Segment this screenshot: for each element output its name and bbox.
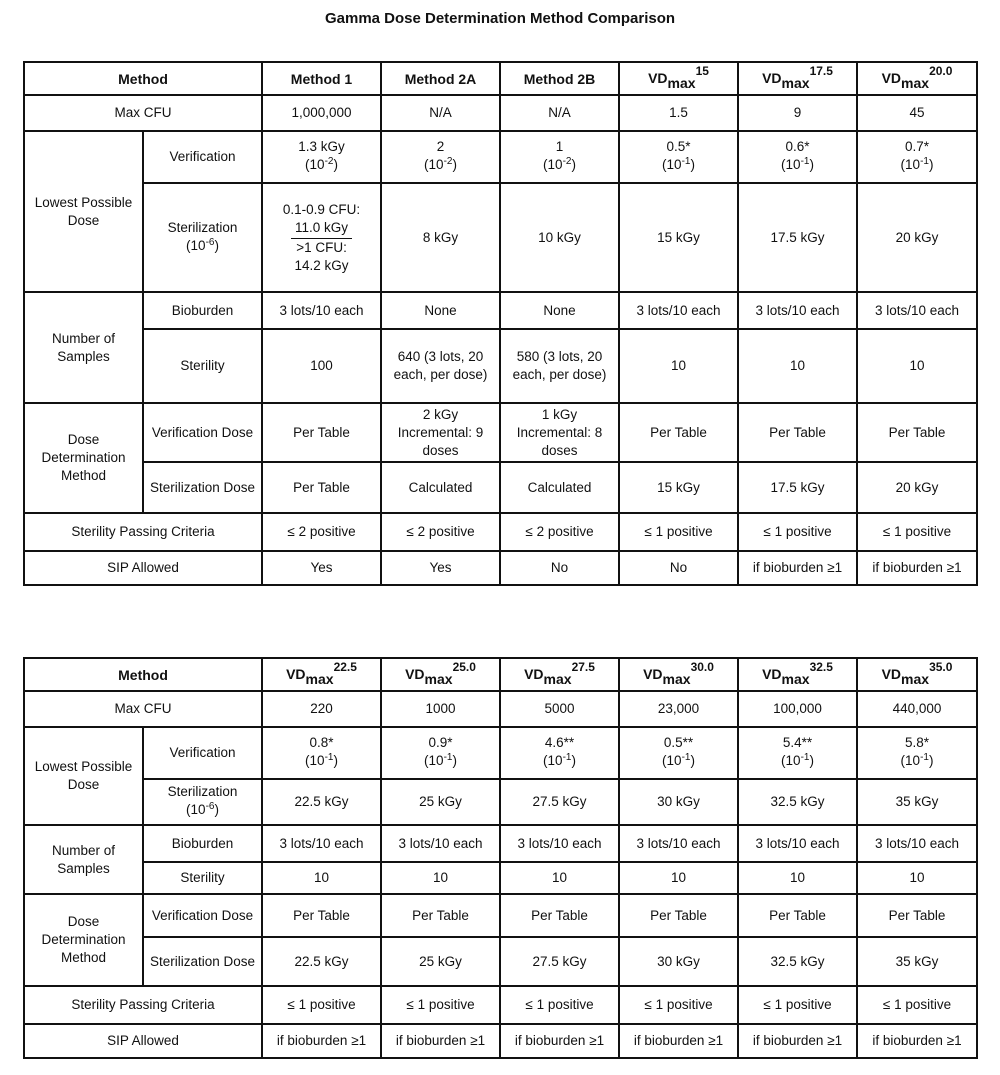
table-cell: ≤ 2 positive — [381, 513, 500, 551]
column-header — [381, 658, 500, 691]
exponent-close: ) — [809, 157, 814, 172]
page-title: Gamma Dose Determination Method Comparison — [324, 10, 676, 27]
table-cell: Yes — [381, 551, 500, 585]
row-label-sterilization-dose: Sterilization Dose — [143, 937, 262, 986]
table-cell: 100,000 — [738, 691, 857, 727]
header-base: VD — [524, 666, 544, 682]
table-cell: 15 kGy — [619, 183, 738, 292]
table-cell: 32.5 kGy — [738, 779, 857, 825]
bioburden-row — [24, 292, 977, 329]
sterilization-row — [24, 779, 977, 825]
table-cell: 10 — [738, 862, 857, 894]
verification-value: 4.6** — [544, 735, 575, 750]
exponent-close: ) — [690, 157, 695, 172]
exponent-close: ) — [452, 157, 457, 172]
sip-allowed-row — [24, 1024, 977, 1058]
table-cell: ≤ 1 positive — [738, 513, 857, 551]
table-cell-method1-sterilization: 0.1-0.9 CFU: 11.0 kGy >1 CFU: 14.2 kGy — [262, 183, 381, 292]
header-row — [24, 62, 977, 95]
verification-dose-row — [24, 403, 977, 462]
table-cell: 10 — [381, 862, 500, 894]
table-cell: if bioburden ≥1 — [262, 1024, 381, 1058]
exponent: -2 — [562, 156, 572, 167]
table-cell: 640 (3 lots, 20 each, per dose) — [381, 329, 500, 403]
row-label-max-cfu: Max CFU — [24, 95, 262, 131]
table-cell — [738, 403, 857, 462]
table-cell: None — [381, 292, 500, 329]
table-cell: 17.5 kGy — [738, 462, 857, 513]
table-cell: 23,000 — [619, 691, 738, 727]
exponent-close: ) — [452, 753, 457, 768]
sterilization-dose-row — [24, 462, 977, 513]
exponent: -1 — [800, 752, 810, 763]
table-cell: ≤ 1 positive — [738, 986, 857, 1024]
table-cell: ≤ 1 positive — [857, 986, 977, 1024]
table-cell: 3 lots/10 each — [738, 292, 857, 329]
header-label — [762, 660, 833, 687]
header-label — [648, 64, 709, 91]
table-cell: 1,000,000 — [262, 95, 381, 131]
header-superscript: 25.0 — [452, 660, 476, 674]
table-cell: 32.5 kGy — [738, 937, 857, 986]
verification-value: 1.3 kGy — [298, 139, 345, 154]
group-label-number-of-samples: Number of Samples — [24, 292, 143, 403]
header-label: Method 2B — [523, 70, 596, 87]
sterility-row — [24, 329, 977, 403]
group-label-lowest-dose: Lowest Possible Dose — [24, 131, 143, 292]
table-cell: None — [500, 292, 619, 329]
table-cell: 8 kGy — [381, 183, 500, 292]
max-cfu-row — [24, 95, 977, 131]
table-cell — [381, 131, 500, 183]
header-label — [643, 660, 714, 687]
exponent: -1 — [800, 156, 810, 167]
table-cell: ≤ 1 positive — [262, 986, 381, 1024]
header-subscript: max — [424, 671, 453, 687]
table-cell: 3 lots/10 each — [262, 825, 381, 862]
verification-value: 0.5** — [663, 735, 694, 750]
table-cell — [381, 894, 500, 937]
row-label-sip-allowed: SIP Allowed — [24, 551, 262, 585]
table-cell — [738, 131, 857, 183]
verification-value: 5.8* — [905, 735, 930, 750]
exponent-close: ) — [571, 157, 576, 172]
table-cell: No — [619, 551, 738, 585]
max-cfu-row — [24, 691, 977, 727]
column-header — [857, 658, 977, 691]
sterility-row — [24, 862, 977, 894]
cell-line: doses — [422, 442, 459, 458]
table-cell: 20 kGy — [857, 462, 977, 513]
table-cell: 25 kGy — [381, 779, 500, 825]
table-cell: 35 kGy — [857, 779, 977, 825]
table-cell: 440,000 — [857, 691, 977, 727]
exponent-base: (10 — [305, 753, 325, 768]
table-cell — [857, 727, 977, 779]
sip-allowed-row — [24, 551, 977, 585]
exponent: -2 — [443, 156, 453, 167]
table-cell: 10 kGy — [500, 183, 619, 292]
row-label-max-cfu: Max CFU — [24, 691, 262, 727]
exponent: -1 — [562, 752, 572, 763]
exponent: -1 — [920, 156, 929, 167]
table-cell: 220 — [262, 691, 381, 727]
table-cell: 22.5 kGy — [262, 937, 381, 986]
table-cell: 580 (3 lots, 20 each, per dose) — [500, 329, 619, 403]
header-subscript: max — [901, 75, 930, 91]
header-label — [286, 660, 357, 687]
header-label — [762, 64, 833, 91]
cell-line: doses — [541, 442, 578, 458]
exponent-close: ) — [333, 157, 338, 172]
exponent-base: (10 — [781, 157, 801, 172]
table-cell: 1.5 — [619, 95, 738, 131]
cell-line: Per Table — [293, 907, 350, 923]
column-header — [500, 62, 619, 95]
method-header: Method — [24, 62, 262, 95]
table-cell — [262, 894, 381, 937]
table-cell — [738, 894, 857, 937]
cell-line: Incremental: 8 — [516, 424, 603, 440]
header-base: VD — [643, 666, 663, 682]
cell-line: Per Table — [650, 907, 707, 923]
verification-value: 0.9* — [428, 735, 453, 750]
group-label-lowest-dose: Lowest Possible Dose — [24, 727, 143, 825]
sterilization-label: Sterilization — [167, 219, 238, 235]
table-cell: if bioburden ≥1 — [619, 1024, 738, 1058]
exponent-base: (10 — [424, 157, 444, 172]
table-cell: 10 — [857, 329, 977, 403]
exponent-base: (10 — [424, 753, 444, 768]
cell-line: Per Table — [293, 424, 350, 440]
header-label — [881, 64, 953, 91]
cell-line: Per Table — [531, 907, 588, 923]
header-superscript: 27.5 — [571, 660, 595, 674]
header-superscript: 22.5 — [333, 660, 357, 674]
table-cell: 10 — [619, 862, 738, 894]
table-cell: N/A — [500, 95, 619, 131]
table-cell: 10 — [500, 862, 619, 894]
exponent: -1 — [681, 156, 691, 167]
column-header — [262, 658, 381, 691]
cell-line: Per Table — [412, 907, 469, 923]
header-superscript: 20.0 — [929, 64, 953, 78]
table-cell: 5000 — [500, 691, 619, 727]
header-row — [24, 658, 977, 691]
table-cell: ≤ 1 positive — [857, 513, 977, 551]
column-header — [500, 658, 619, 691]
table-cell — [381, 727, 500, 779]
row-label-bioburden: Bioburden — [143, 292, 262, 329]
table-cell — [857, 403, 977, 462]
table-cell: ≤ 1 positive — [619, 986, 738, 1024]
table-cell: ≤ 2 positive — [262, 513, 381, 551]
sterilization-label: Sterilization — [167, 784, 238, 799]
table-cell: 35 kGy — [857, 937, 977, 986]
table-cell: if bioburden ≥1 — [857, 551, 977, 585]
table-cell: N/A — [381, 95, 500, 131]
header-subscript: max — [662, 671, 691, 687]
verification-row — [24, 727, 977, 779]
table-cell: 10 — [857, 862, 977, 894]
exponent-base: (10 — [900, 753, 921, 768]
sterility-passing-row — [24, 513, 977, 551]
exponent-base: (10 — [662, 753, 682, 768]
comparison-table-1 — [23, 61, 978, 586]
exponent-close: ) — [571, 753, 576, 768]
table-cell: 9 — [738, 95, 857, 131]
table-cell — [738, 727, 857, 779]
exponent-base: (10 — [305, 157, 325, 172]
table-cell: 100 — [262, 329, 381, 403]
column-header — [857, 62, 977, 95]
table-cell: ≤ 1 positive — [619, 513, 738, 551]
exponent-base: (10 — [543, 753, 563, 768]
group-label-number-of-samples: Number of Samples — [24, 825, 143, 894]
row-label-verification: Verification — [143, 727, 262, 779]
header-label — [405, 660, 476, 687]
row-label-sterilization: Sterilization $(10^{-6})$ — [143, 779, 262, 825]
table-cell: if bioburden ≥1 — [857, 1024, 977, 1058]
header-subscript: max — [667, 75, 696, 91]
verification-value: 0.7* — [905, 139, 930, 154]
table-cell — [619, 403, 738, 462]
table-cell: if bioburden ≥1 — [738, 1024, 857, 1058]
header-label: Method 2A — [404, 70, 477, 87]
table-cell — [381, 403, 500, 462]
comparison-table-2 — [23, 657, 978, 1059]
row-label-sip-allowed: SIP Allowed — [24, 1024, 262, 1058]
header-subscript: max — [305, 671, 334, 687]
exponent: -2 — [324, 156, 334, 167]
table-cell: if bioburden ≥1 — [738, 551, 857, 585]
table-cell — [500, 403, 619, 462]
column-header — [619, 62, 738, 95]
table-cell — [619, 894, 738, 937]
verification-value: 1 — [555, 139, 564, 154]
table-cell: if bioburden ≥1 — [381, 1024, 500, 1058]
table-cell — [262, 131, 381, 183]
row-label-sterilization-dose: Sterilization Dose — [143, 462, 262, 513]
row-label-bioburden: Bioburden — [143, 825, 262, 862]
cell-line: Per Table — [888, 424, 946, 440]
exponent: -1 — [681, 752, 691, 763]
exponent-base: (10 — [781, 753, 801, 768]
row-label-verification: Verification — [143, 131, 262, 183]
group-label-dose-determination: Dose Determination Method — [24, 894, 143, 986]
verification-dose-row — [24, 894, 977, 937]
header-label — [881, 660, 953, 687]
verification-value: 0.6* — [785, 139, 810, 154]
table-cell: 25 kGy — [381, 937, 500, 986]
column-header — [262, 62, 381, 95]
table-cell — [262, 727, 381, 779]
row-label-sterilization: Sterilization $(10^{-6})$ — [143, 183, 262, 292]
table-cell — [619, 727, 738, 779]
exponent-close: ) — [928, 753, 934, 768]
column-header — [738, 62, 857, 95]
table-cell: 3 lots/10 each — [857, 292, 977, 329]
header-subscript: max — [781, 75, 810, 91]
cell-line: 2 kGy — [422, 406, 459, 422]
table-cell: 22.5 kGy — [262, 779, 381, 825]
cell-line: 1 kGy — [541, 406, 578, 422]
verification-value: 0.8* — [309, 735, 334, 750]
table-cell: 10 — [262, 862, 381, 894]
verification-value: 0.5* — [666, 139, 691, 154]
table-cell: 20 kGy — [857, 183, 977, 292]
table-cell: Calculated — [500, 462, 619, 513]
row-label-verification-dose: Verification Dose — [143, 894, 262, 937]
header-label: Method 1 — [290, 70, 353, 87]
table-cell: ≤ 2 positive — [500, 513, 619, 551]
header-base: VD — [762, 666, 782, 682]
exponent-base: (10 — [662, 157, 682, 172]
sterilization-row — [24, 183, 977, 292]
table-cell: No — [500, 551, 619, 585]
table-cell: 3 lots/10 each — [619, 825, 738, 862]
table-cell: if bioburden ≥1 — [500, 1024, 619, 1058]
table-cell: 3 lots/10 each — [262, 292, 381, 329]
table-cell — [500, 131, 619, 183]
row-label-sterility: Sterility — [143, 329, 262, 403]
header-base: VD — [405, 666, 425, 682]
cell-line: Per Table — [769, 424, 826, 440]
row-label-sterility-passing: Sterility Passing Criteria — [24, 513, 262, 551]
exponent-close: ) — [690, 753, 695, 768]
verification-value: 2 — [436, 139, 445, 154]
cell-line: Per Table — [888, 907, 946, 923]
header-base: VD — [762, 70, 782, 86]
cell-line: Per Table — [650, 424, 707, 440]
cell-line: Per Table — [769, 907, 826, 923]
header-base: VD — [648, 70, 668, 86]
table-cell: Yes — [262, 551, 381, 585]
table-cell: 27.5 kGy — [500, 779, 619, 825]
table-cell: 15 kGy — [619, 462, 738, 513]
table-cell: Calculated — [381, 462, 500, 513]
table-cell: 3 lots/10 each — [738, 825, 857, 862]
row-label-sterility: Sterility — [143, 862, 262, 894]
verification-row — [24, 131, 977, 183]
table-cell: 27.5 kGy — [500, 937, 619, 986]
header-superscript: 30.0 — [690, 660, 714, 674]
table-cell — [500, 727, 619, 779]
header-base: VD — [881, 70, 902, 86]
column-header — [381, 62, 500, 95]
cell-line: Incremental: 9 — [397, 424, 484, 440]
table-cell — [857, 131, 977, 183]
sterilization-dose-row — [24, 937, 977, 986]
table-cell — [619, 131, 738, 183]
table-cell — [500, 894, 619, 937]
exponent: -1 — [443, 752, 453, 763]
table-cell: Per Table — [262, 462, 381, 513]
bioburden-row — [24, 825, 977, 862]
header-superscript: 15 — [695, 64, 709, 78]
exponent: -1 — [920, 752, 929, 763]
header-superscript: 17.5 — [809, 64, 833, 78]
table-cell: 3 lots/10 each — [857, 825, 977, 862]
exponent-base: (10 — [543, 157, 563, 172]
exponent: -1 — [324, 752, 334, 763]
header-subscript: max — [781, 671, 810, 687]
header-superscript: 35.0 — [929, 660, 953, 674]
table-cell: 3 lots/10 each — [500, 825, 619, 862]
header-base: VD — [286, 666, 306, 682]
table-cell: 45 — [857, 95, 977, 131]
row-label-sterility-passing: Sterility Passing Criteria — [24, 986, 262, 1024]
table-cell — [262, 403, 381, 462]
header-base: VD — [881, 666, 902, 682]
table-cell: 3 lots/10 each — [381, 825, 500, 862]
table-cell: 3 lots/10 each — [619, 292, 738, 329]
table-cell: ≤ 1 positive — [500, 986, 619, 1024]
table-cell: 30 kGy — [619, 937, 738, 986]
column-header — [619, 658, 738, 691]
exponent-base: (10 — [900, 157, 921, 172]
table-cell — [857, 894, 977, 937]
table-cell: 10 — [619, 329, 738, 403]
sterility-passing-row — [24, 986, 977, 1024]
row-label-verification-dose: Verification Dose — [143, 403, 262, 462]
group-label-dose-determination: Dose Determination Method — [24, 403, 143, 513]
verification-value: 5.4** — [782, 735, 813, 750]
exponent-close: ) — [809, 753, 814, 768]
header-superscript: 32.5 — [809, 660, 833, 674]
table-cell: 10 — [738, 329, 857, 403]
column-header — [738, 658, 857, 691]
exponent-close: ) — [928, 157, 934, 172]
table-cell: 1000 — [381, 691, 500, 727]
exponent-close: ) — [333, 753, 338, 768]
table-cell: 30 kGy — [619, 779, 738, 825]
header-subscript: max — [543, 671, 572, 687]
table-cell: 17.5 kGy — [738, 183, 857, 292]
header-label — [524, 660, 595, 687]
table-cell: ≤ 1 positive — [381, 986, 500, 1024]
method-header: Method — [24, 658, 262, 691]
header-subscript: max — [901, 671, 930, 687]
